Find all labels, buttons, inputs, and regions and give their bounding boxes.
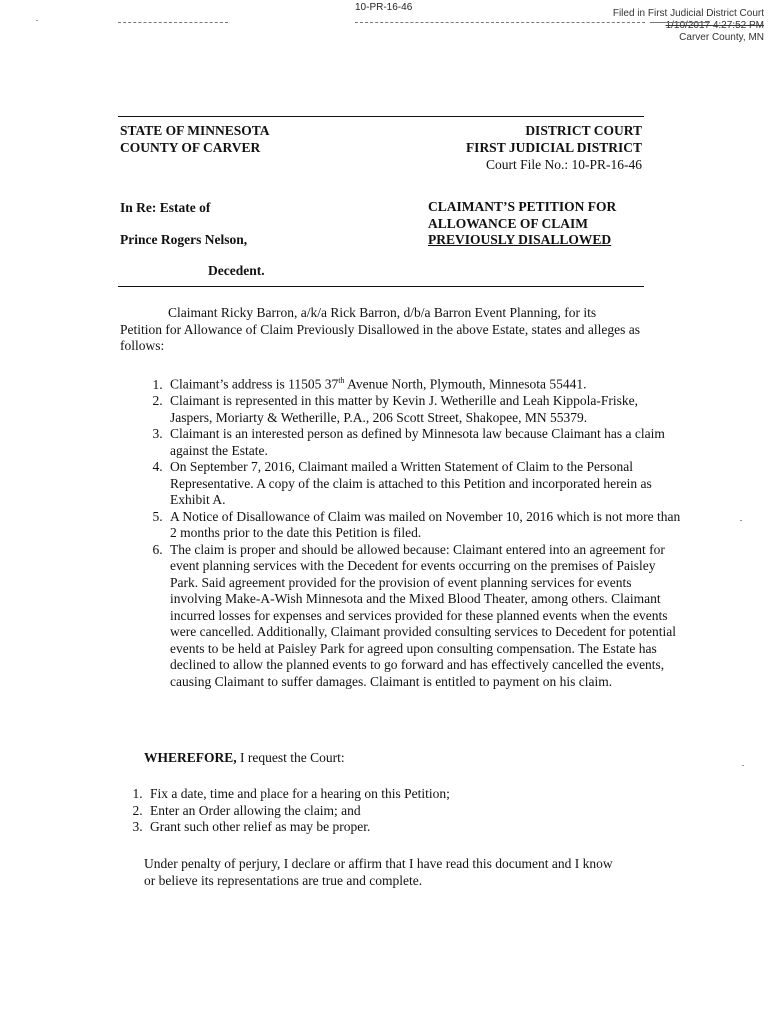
scan-speck (742, 765, 744, 766)
title-line-1: CLAIMANT’S PETITION FOR (428, 199, 617, 214)
decedent-label: Decedent. (208, 263, 265, 278)
list-item: 3. Grant such other relief as may be proper. (146, 819, 646, 836)
list-item: 3. Claimant is an interested person as defined by Minnesota law because Claimant has a claim against the Estate. (166, 426, 682, 459)
scan-speck (740, 520, 742, 521)
scan-speck (36, 20, 38, 21)
file-number-stamp: 10-PR-16-46 (355, 2, 413, 13)
scan-artifact-line (355, 22, 645, 23)
court-name: DISTRICT COURT (525, 123, 642, 138)
filing-county: Carver County, MN (679, 32, 764, 43)
filing-timestamp: 1/10/2017 4:27:52 PM (665, 20, 764, 31)
in-re-block (120, 199, 247, 248)
wherefore-text: I request the Court: (236, 750, 345, 765)
document-title (428, 199, 616, 249)
list-item: 5. A Notice of Disallowance of Claim was mailed on November 10, 2016 which is not more than 2 months prior to the date this Petition is filed. (166, 509, 682, 542)
filing-stamp (613, 8, 764, 44)
list-item: 2. Claimant is represented in this matter by Kevin J. Wetherille and Leah Kippola-Friske, Jaspers, Moriarty & Wetherille, P.A., 206 Scott Street, Shakopee, MN 55379. (166, 393, 682, 426)
list-item: 1. Fix a date, time and place for a hearing on this Petition; (146, 786, 646, 803)
scan-artifact-line (650, 22, 710, 23)
list-item: 1. Claimant’s address is 11505 37th Avenue North, Plymouth, Minnesota 55441. (166, 373, 682, 393)
caption-top-rule (118, 116, 644, 117)
caption-left (120, 122, 270, 156)
allegations-list (120, 373, 682, 690)
affirmation-paragraph: Under penalty of perjury, I declare or affirm that I have read this document and I know or believe its representations are true and complete. (144, 856, 613, 888)
title-line-2: ALLOWANCE OF CLAIM (428, 215, 589, 231)
wherefore-bold: WHEREFORE, (144, 750, 237, 765)
court-file-number: Court File No.: 10-PR-16-46 (485, 157, 642, 172)
filing-court: Filed in First Judicial District Court (612, 8, 764, 19)
list-item: 2. Enter an Order allowing the claim; and (146, 803, 646, 820)
list-item: 4. On September 7, 2016, Claimant mailed a Written Statement of Claim to the Personal Representative. A copy of the claim is attached to this Petition and incorporated herein as Exhibit A. (166, 459, 682, 509)
requests-list (120, 786, 646, 836)
title-line-3: PREVIOUSLY DISALLOWED (428, 232, 612, 247)
scan-artifact-line (118, 22, 228, 23)
state-name: STATE OF MINNESOTA (120, 123, 270, 138)
county-name: COUNTY OF CARVER (120, 140, 261, 155)
wherefore-clause (144, 750, 664, 767)
caption-bottom-rule (118, 286, 644, 287)
intro-paragraph: Claimant Ricky Barron, a/k/a Rick Barron, d/b/a Barron Event Planning, for its Petition for Allowance of Claim Previously Disallowed in the above Estate, states and alleges as follows: (120, 305, 641, 353)
district-name: FIRST JUDICIAL DISTRICT (465, 140, 642, 155)
list-item: 6. The claim is proper and should be allowed because: Claimant entered into an agreement for event planning services with the Decedent for events occurring on the premises of Paisley Park. Said agreement provided for the provision of event planning services for events involving Make-A-Wish Minnesota and the Mixed Blood Theater, among others. Claimant incurred losses for expenses and services provided for these planned events when the events were cancelled. Additionally, Claimant provided consulting services to Decedent for potential events to be held at Paisley Park for agreed upon consulting compensation. The Estate has declined to allow the planned events to go forward and has effectively cancelled the events, causing Claimant to suffer damages. Claimant is entitled to payment on his claim. (166, 542, 682, 691)
in-re-label: In Re: Estate of (120, 200, 211, 215)
caption-right (466, 122, 642, 173)
decedent-name: Prince Rogers Nelson, (120, 232, 248, 247)
